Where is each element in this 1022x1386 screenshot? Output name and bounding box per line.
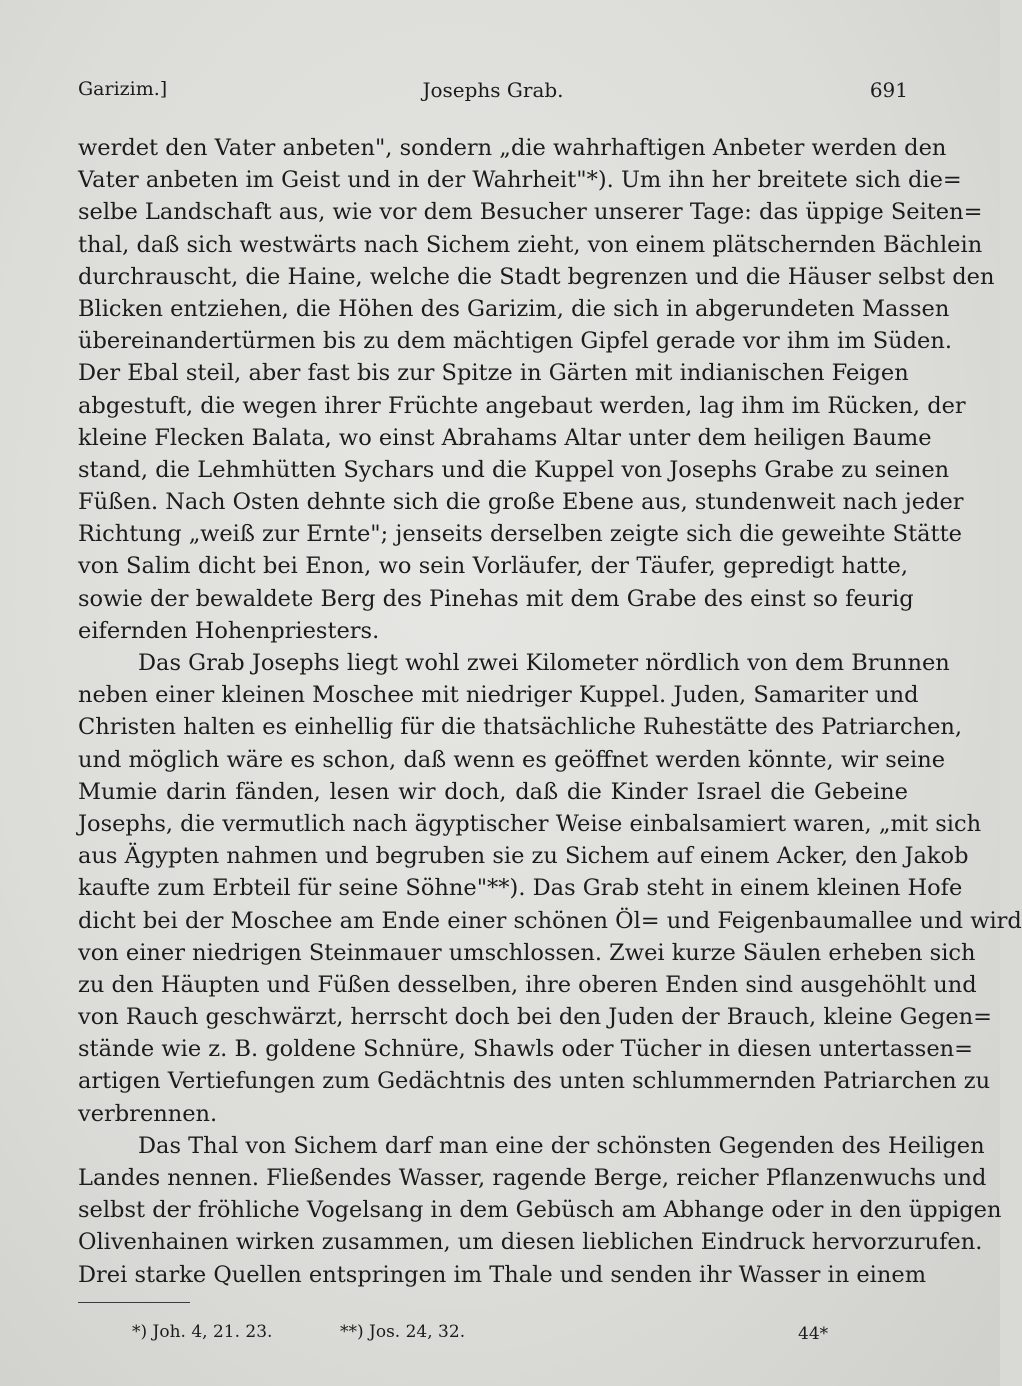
text-line: werdet den Vater anbeten", sondern „die wahrhaftigen Anbeter werden den	[78, 135, 947, 161]
text-line: Füßen. Nach Osten dehnte sich die große Ebene aus, stundenweit nach jeder	[78, 489, 964, 516]
text-line: von einer niedrigen Steinmauer umschlossen. Zwei kurze Säulen erheben sich	[78, 939, 976, 966]
text-line: dicht bei der Moschee am Ende einer schönen Öl= und Feigenbaumallee und wird	[78, 907, 1022, 934]
text-line: neben einer kleinen Moschee mit niedriger Kuppel. Juden, Samariter und	[78, 682, 919, 709]
text-line: Blicken entziehen, die Höhen des Garizim, die sich in abgerundeten Massen	[78, 295, 950, 322]
text-line: verbrennen.	[78, 1100, 218, 1127]
text-line: Olivenhainen wirken zusammen, um diesen lieblichen Eindruck hervorzurufen.	[78, 1229, 983, 1256]
text-line: Richtung „weiß zur Ernte"; jenseits derselben zeigte sich die geweihte Stätte	[78, 521, 962, 548]
text-line: Der Ebal steil, aber fast bis zur Spitze in Gärten mit indianischen Feigen	[78, 360, 909, 387]
text-line: stand, die Lehmhütten Sychars und die Kuppel von Josephs Grabe zu seinen	[78, 456, 950, 483]
footnote-2: **) Jos. 24, 32.	[340, 1322, 466, 1342]
header-chapter-title: Josephs Grab.	[422, 78, 564, 102]
text-line: Christen halten es einhellig für die thatsächliche Ruhestätte des Patriarchen,	[78, 714, 963, 741]
text-line: Landes nennen. Fließendes Wasser, ragende Berge, reicher Pflanzenwuchs und	[78, 1165, 987, 1191]
text-line: thal, daß sich westwärts nach Sichem zieht, von einem plätschernden Bächlein	[78, 231, 983, 258]
text-line: kleine Flecken Balata, wo einst Abrahams Altar unter dem heiligen Baume	[78, 424, 932, 451]
footnote-1: *) Joh. 4, 21. 23.	[132, 1322, 273, 1342]
text-line: artigen Vertiefungen zum Gedächtnis des unten schlummernden Patriarchen zu	[78, 1068, 991, 1095]
text-line: Drei starke Quellen entspringen im Thale und senden ihr Wasser in einem	[78, 1261, 927, 1288]
text-line: Das Grab Josephs liegt wohl zwei Kilometer nördlich von dem Brunnen	[138, 650, 950, 676]
text-line: Das Thal von Sichem darf man eine der schönsten Gegenden des Heiligen	[138, 1132, 985, 1159]
page-number: 691	[869, 78, 908, 102]
text-line: Vater anbeten im Geist und in der Wahrheit"*). Um ihn her breitete sich die=	[78, 167, 962, 194]
text-line: selbe Landschaft aus, wie vor dem Besucher unserer Tage: das üppige Seiten=	[78, 199, 983, 226]
text-line: und möglich wäre es schon, daß wenn es geöffnet werden könnte, wir seine	[78, 746, 946, 773]
text-line: von Salim dicht bei Enon, wo sein Vorläufer, der Täufer, gepredigt hatte,	[78, 553, 908, 580]
page-header	[78, 78, 908, 108]
text-line: sowie der bewaldete Berg des Pinehas mit dem Grabe des einst so feurig	[78, 585, 914, 612]
text-line: kaufte zum Erbteil für seine Söhne"**). Das Grab steht in einem kleinen Hofe	[78, 875, 963, 902]
text-line: Mumie darin fänden, lesen wir doch, daß die Kinder Israel die Gebeine	[78, 778, 908, 805]
text-line: von Rauch geschwärzt, herrscht doch bei den Juden der Brauch, kleine Gegen=	[78, 1004, 993, 1031]
body-text	[78, 132, 1022, 1291]
text-line: abgestuft, die wegen ihrer Früchte angebaut werden, lag ihm im Rücken, der	[78, 392, 966, 419]
text-line: selbst der fröhliche Vogelsang in dem Gebüsch am Abhange oder in den üppigen	[78, 1197, 1002, 1224]
header-left-running-title: Garizim.]	[78, 78, 168, 100]
text-line: Josephs, die vermutlich nach ägyptischer Weise einbalsamiert waren, „mit sich	[78, 810, 982, 837]
text-line: stände wie z. B. goldene Schnüre, Shawls oder Tücher in diesen untertassen=	[78, 1036, 973, 1063]
footnote-rule	[78, 1302, 190, 1303]
text-line: aus Ägypten nahmen und begruben sie zu Sichem auf einem Acker, den Jakob	[78, 843, 969, 870]
printer-signature: 44*	[798, 1324, 829, 1344]
text-line: durchrauscht, die Haine, welche die Stadt begrenzen und die Häuser selbst den	[78, 263, 995, 290]
text-line: übereinandertürmen bis zu dem mächtigen Gipfel gerade vor ihm im Süden.	[78, 328, 952, 355]
text-line: eifernden Hohenpriesters.	[78, 617, 380, 644]
text-line: zu den Häupten und Füßen desselben, ihre oberen Enden sind ausgehöhlt und	[78, 971, 977, 998]
